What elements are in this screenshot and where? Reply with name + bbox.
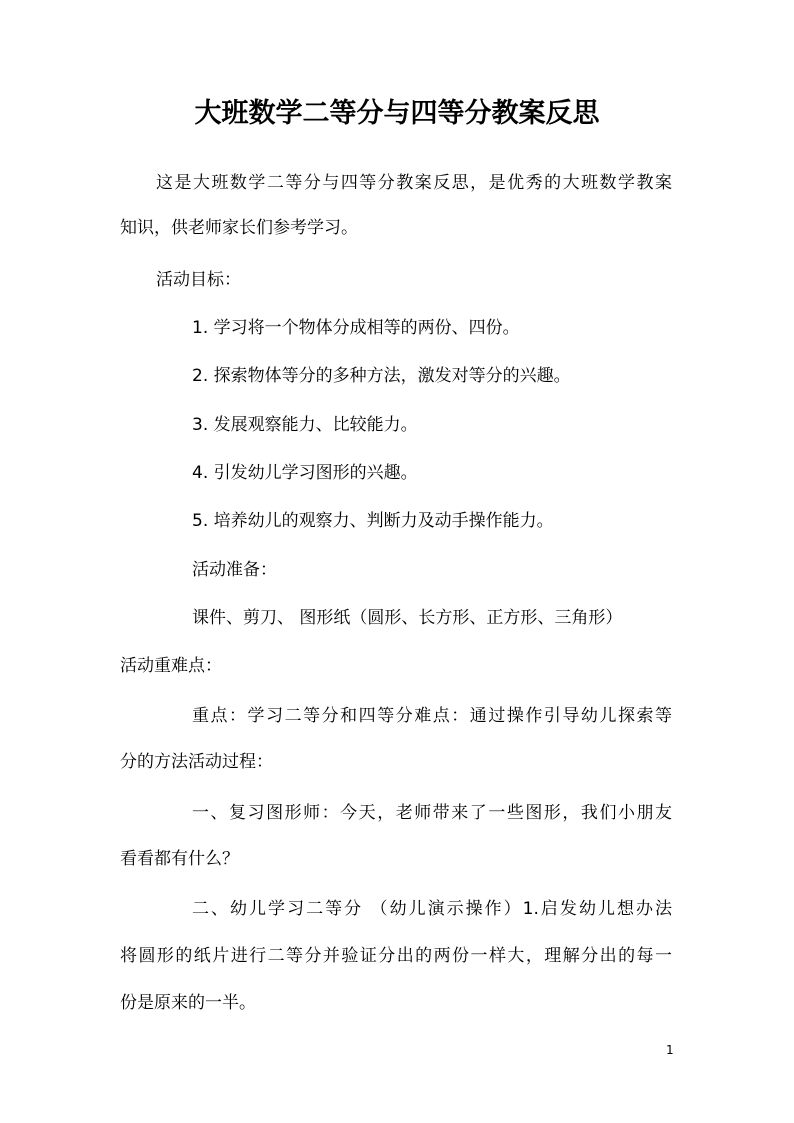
goal-item-5: 5. 培养幼儿的观察力、判断力及动手操作能力。 [192, 511, 554, 531]
step-one-line-2: 看看都有什么？ [120, 849, 239, 869]
intro-paragraph-line-1: 这是大班数学二等分与四等分教案反思，是优秀的大班数学教案 [156, 173, 672, 193]
step-one-line-1: 一、复习图形师：今天，老师带来了一些图形，我们小朋友 [192, 803, 672, 823]
goals-heading: 活动目标： [156, 270, 241, 290]
step-two-line-3: 份是原来的一半。 [120, 993, 256, 1013]
step-two-line-1: 二、幼儿学习二等分 （幼儿演示操作）1.启发幼儿想办法 [192, 899, 672, 919]
prep-heading: 活动准备： [192, 560, 277, 580]
step-two-line-2: 将圆形的纸片进行二等分并验证分出的两份一样大，理解分出的每一 [120, 946, 672, 966]
goal-item-3: 3. 发展观察能力、比较能力。 [192, 415, 418, 435]
prep-items: 课件、剪刀、 图形纸（圆形、长方形、正方形、三角形） [192, 608, 623, 628]
intro-paragraph-line-2: 知识，供老师家长们参考学习。 [120, 218, 358, 238]
key-points-line-2: 分的方法活动过程： [120, 752, 273, 772]
page-number: 1 [666, 1043, 674, 1057]
key-points-line-1: 重点：学习二等分和四等分难点：通过操作引导幼儿探索等 [192, 706, 672, 726]
goal-item-1: 1. 学习将一个物体分成相等的两份、四份。 [192, 318, 520, 338]
key-points-heading: 活动重难点： [120, 656, 222, 676]
goal-item-2: 2. 探索物体等分的多种方法，激发对等分的兴趣。 [192, 366, 571, 386]
document-title: 大班数学二等分与四等分教案反思 [194, 98, 600, 129]
goal-item-4: 4. 引发幼儿学习图形的兴趣。 [192, 463, 418, 483]
